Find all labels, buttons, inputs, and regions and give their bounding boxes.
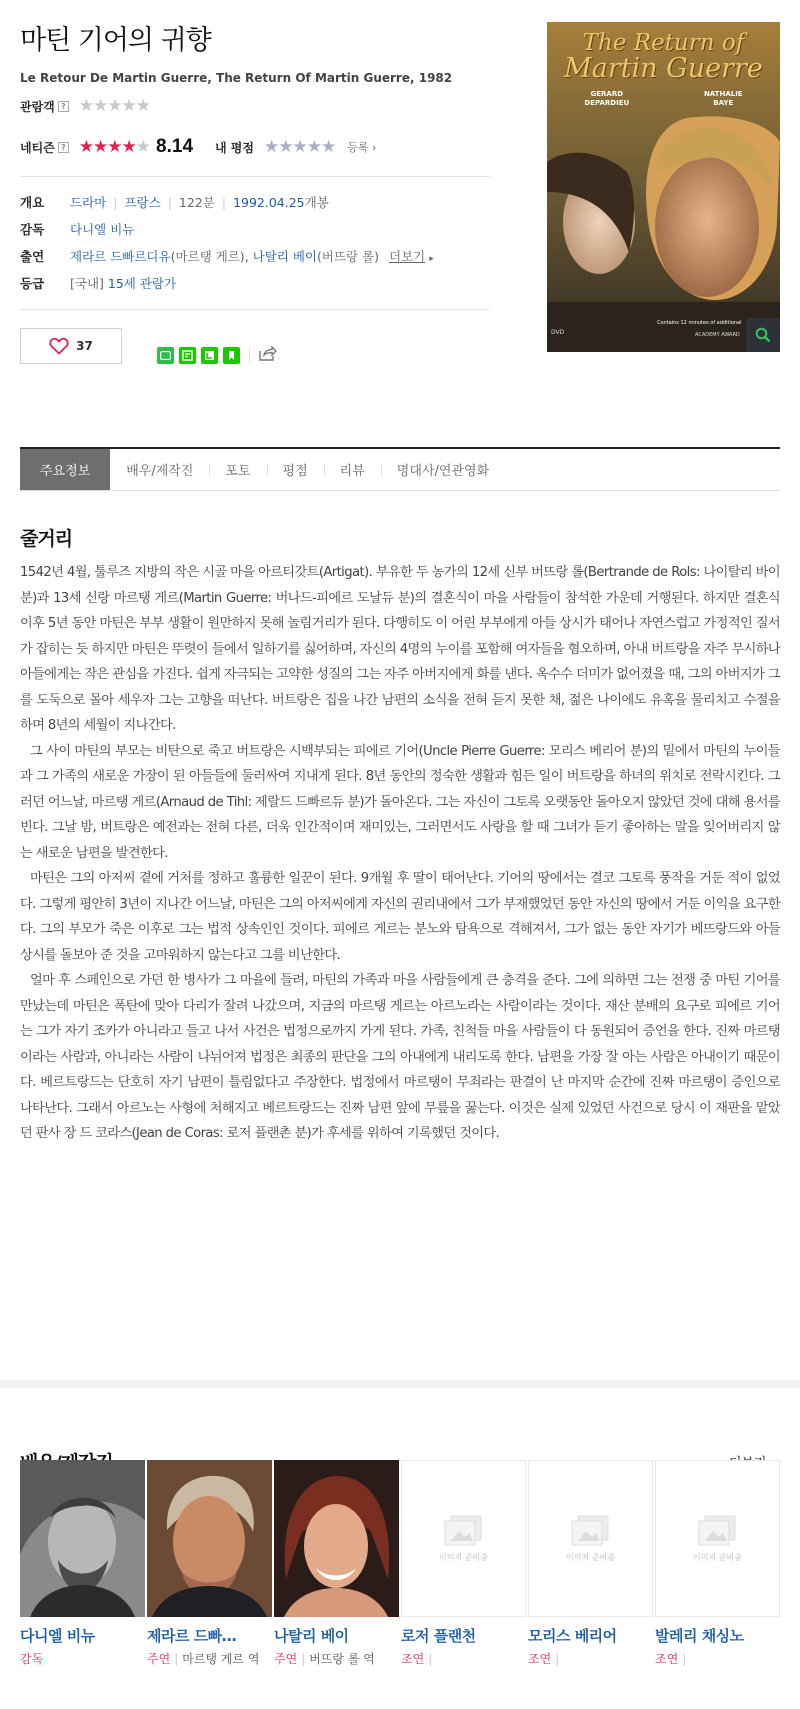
- grade-link[interactable]: 15세 관람가: [107, 275, 177, 291]
- character-name: 버뜨랑 롤 역: [309, 1652, 375, 1666]
- netizen-label: 네티즌: [20, 140, 55, 155]
- poster-credit: GERARD: [590, 90, 624, 98]
- separator: [249, 348, 250, 363]
- release-suffix: 개봉: [304, 194, 329, 210]
- synopsis-paragraph: 마틴은 그의 아저씨 곁에 거처를 정하고 훌륭한 일꾼이 된다. 9개월 후 딸이 태어난다. 기어의 땅에서는 결코 그토록 풍작을 거둔 적이 없었다. 그렇게 평안히 3년이 지나간 어느날, 마틴은 그의 아저씨에게 자신의 권리내에서 그가 부재했었던 동안 자신의 땅에서 거둔 이익을 요구한다. 그의 부모가 죽은 이후로 그는 법적 상속인인 것이다. 피에르 게르는 분노와 탐욕으로 격해져서, 그가 없는 동안 자기가 베뜨랑드와 아들 상시를 돌보아 준 것을 고마워하지 않는다고 그를 비난한다.: [20, 871, 780, 963]
- overview-values: 드라마 | 프랑스 | 122분 | 1992.04.25개봉: [70, 194, 329, 210]
- image-placeholder-icon: [570, 1515, 612, 1547]
- grade-key: 등급: [20, 275, 45, 291]
- image-placeholder-icon: [697, 1515, 739, 1547]
- poster-title: [547, 30, 780, 82]
- no-image-text: 이미지 준비중: [439, 1552, 488, 1562]
- svg-text:Contains 12 minutes of additio: Contains 12 minutes of additional: [657, 320, 742, 326]
- role-type: 조연: [528, 1652, 552, 1666]
- netizen-rating-row: [20, 136, 376, 158]
- line-share-icon[interactable]: [179, 347, 196, 364]
- bookmark-share-icon[interactable]: [223, 347, 240, 364]
- movie-title: 마틴 기어의 귀향: [20, 25, 211, 56]
- original-title: Le Retour De Martin Guerre, The Return Of Martin Guerre, 1982: [20, 71, 453, 85]
- actor-role: (마르탱 게르): [170, 248, 245, 264]
- person-role: 주연 | 버뜨랑 롤 역: [274, 1652, 375, 1666]
- portrait-image: [274, 1460, 399, 1617]
- no-image-placeholder: [529, 1461, 652, 1616]
- my-rating-stars[interactable]: [264, 137, 335, 157]
- star-icon: ★: [78, 96, 94, 116]
- person-name[interactable]: 로저 플랜천: [401, 1627, 476, 1645]
- synopsis-heading: 줄거리: [20, 528, 73, 550]
- star-icon[interactable]: ★: [263, 137, 279, 157]
- heart-icon: [49, 337, 69, 355]
- tab-review[interactable]: 리뷰: [324, 449, 381, 490]
- genre-link[interactable]: 드라마: [70, 194, 107, 210]
- poster-title-line: Martin Guerre: [564, 53, 763, 84]
- poster-title-line: The Return of: [582, 30, 745, 56]
- cast-card[interactable]: [401, 1460, 526, 1669]
- cast-card[interactable]: [147, 1460, 272, 1669]
- svg-text:ACADEMY AWARD: ACADEMY AWARD: [695, 332, 740, 338]
- person-photo[interactable]: [528, 1460, 653, 1617]
- cast-card[interactable]: [20, 1460, 145, 1669]
- my-rating-label: 내 평점: [215, 140, 254, 155]
- director-key: 감독: [20, 221, 45, 237]
- star-icon[interactable]: ★: [320, 137, 336, 157]
- cast-row: [20, 242, 510, 269]
- person-role: [20, 1649, 145, 1669]
- cast-card[interactable]: [655, 1460, 780, 1669]
- help-icon[interactable]: ?: [58, 142, 69, 153]
- portrait-image: [20, 1460, 145, 1617]
- tab-rating[interactable]: 평점: [267, 449, 324, 490]
- person-name[interactable]: 나탈리 베이: [274, 1627, 349, 1645]
- svg-text:DVD: DVD: [551, 329, 565, 336]
- section-separator: [0, 1380, 800, 1388]
- star-icon: ★: [121, 137, 136, 157]
- like-count: 37: [76, 339, 93, 353]
- synopsis-paragraph: 얼마 후 스페인으로 가던 한 병사가 그 마을에 들려, 마틴의 가족과 마을 사람들에게 큰 충격을 준다. 그에 의하면 그는 전쟁 중 마틴 기어를 만났는데 마틴은 폭탄에 맞아 다리가 잘려 나갔으며, 지금의 마르탱 게르는 아르노라는 사람이라는 것이다. 재산 분배의 요구로 피에르 기어는 그가 자기 조카가 아니라고 들고 나서 사건은 법정으로까지 가게 된다. 가족, 친척들 마을 사람들이 다 동원되어 증언을 한다. 진짜 마르탱이라는 사람과, 아니라는 사람이 나뉘어져 법정은 최종의 판단을 그의 아내에게 내리도록 한다. 남편을 가장 잘 아는 사람은 아내이기 때문이다. 베르트랑드는 단호히 자기 남편이 틀림없다고 주장한다. 법정에서 마르탱이 무죄라는 판결이 난 마지막 순간에 진짜 마르탱이 증인으로 나타난다. 그래서 아르노는 사형에 처해지고 베르트랑드는 진짜 남편 앞에 무릎을 꿇는다. 이것은 실제 있었던 사건으로 당시 이 재판을 맡았던 판사 장 드 코라스(Jean de Coras: 로저 플랜촌 분)가 후세를 위하여 기록했던 것이다.: [20, 973, 780, 1141]
- help-icon[interactable]: ?: [58, 101, 69, 112]
- star-icon: ★: [93, 137, 108, 157]
- person-photo[interactable]: [147, 1460, 272, 1617]
- star-icon: ★: [107, 96, 122, 116]
- release-date-link[interactable]: 1992.04.25: [233, 194, 305, 210]
- divider: [20, 309, 490, 310]
- cast-card[interactable]: [274, 1460, 399, 1669]
- star-icon: ★: [135, 96, 151, 116]
- role-type: 감독: [20, 1652, 44, 1666]
- role-type: 조연: [401, 1652, 425, 1666]
- person-role: 조연 |: [401, 1652, 433, 1666]
- tab-bar: [20, 447, 780, 491]
- person-name[interactable]: 모리스 베리어: [528, 1627, 617, 1645]
- magnifier-icon: [755, 327, 771, 343]
- netizen-score: 8.14: [156, 136, 194, 157]
- no-image-placeholder: [402, 1461, 525, 1616]
- star-icon[interactable]: ★: [306, 137, 321, 157]
- cast-key: 출연: [20, 248, 45, 264]
- person-photo[interactable]: [20, 1460, 145, 1617]
- star-icon: ★: [135, 137, 151, 157]
- tab-main-info[interactable]: 주요정보: [20, 449, 110, 490]
- actor-role: (버뜨랑 롤): [317, 248, 380, 264]
- actor-link[interactable]: 나탈리 베이: [252, 248, 317, 264]
- tab-photo[interactable]: 포토: [209, 449, 266, 490]
- movie-header: [20, 18, 540, 85]
- star-icon: ★: [93, 96, 108, 116]
- poster-credits: [547, 90, 780, 108]
- cast-card[interactable]: [528, 1460, 653, 1669]
- person-photo[interactable]: [401, 1460, 526, 1617]
- poster-credit: NATHALIE: [703, 90, 743, 98]
- director-row: [20, 215, 510, 242]
- grade-region: [국내]: [70, 275, 104, 291]
- chevron-right-icon: ▸: [429, 253, 434, 264]
- audience-label: 관람객: [20, 99, 55, 114]
- grade-row: [20, 269, 510, 296]
- cast-more-link[interactable]: 더보기: [389, 248, 426, 264]
- portrait-image: [147, 1460, 272, 1617]
- star-icon[interactable]: ★: [292, 137, 307, 157]
- zoom-button[interactable]: [746, 318, 780, 352]
- country-link[interactable]: 프랑스: [124, 194, 161, 210]
- tab-quotes-related[interactable]: 명대사/연관영화: [381, 449, 505, 490]
- star-icon[interactable]: ★: [278, 137, 293, 157]
- divider: [20, 176, 490, 177]
- person-name[interactable]: 제라르 드빠…: [147, 1627, 237, 1645]
- register-rating-link[interactable]: 등록 ›: [347, 141, 377, 154]
- netizen-stars: [79, 137, 150, 157]
- share-icon[interactable]: [259, 345, 277, 365]
- poster-credit: DEPARDIEU: [584, 99, 630, 107]
- audience-stars: [79, 96, 150, 116]
- person-name[interactable]: 발레리 채싱노: [655, 1627, 744, 1645]
- star-icon: ★: [107, 137, 122, 157]
- audience-rating-row: [20, 96, 150, 116]
- person-photo[interactable]: [274, 1460, 399, 1617]
- no-image-placeholder: [656, 1461, 779, 1616]
- blog-share-icon[interactable]: [201, 347, 218, 364]
- synopsis-paragraph: 1542년 4월, 툴루즈 지방의 작은 시골 마을 아르티갓트(Artigat). 부유한 두 농가의 12세 신부 버뜨랑 롤(Bertrande de Rols: 나이탈리 바이 분)과 13세 신랑 마르탱 게르(Martin Guerre: 버나드-피에르 도날듀 분)의 결혼식이 마을 사람들이 참석한 가운데 거행된다. 하지만 결혼식 이후 5년 동안 마틴은 부부 생활이 원만하지 못해 놀림거리가 된다. 다행히도 이 어린 부부에게 아들 상시가 태어나 자연스럽고 가정적인 질서가 잡히는 듯 하지만 마틴은 뚜렷이 들에서 일하기를 싫어하며, 자신의 4명의 누이를 포함해 여자들을 혐오하며, 아내 버트랑을 자주 무시하나 아들에게는 작은 관심을 가진다. 쉽게 자극되는 고약한 성질의 그는 자주 아버지에게 화를 낸다. 옥수수 더미가 없어졌을 때, 그의 아버지가 그를 도둑으로 몰아 세우자 그는 고향을 떠난다. 버트랑은 집을 나간 남편의 소식을 전혀 듣지 못한 채, 젊은 나이에도 유혹을 물리치고 수절을 하며 8년의 세월이 지나간다.: [20, 565, 780, 733]
- band-share-icon[interactable]: [157, 347, 174, 364]
- cast-list: [20, 1460, 780, 1669]
- register-label[interactable]: 등록: [347, 141, 369, 154]
- overview-row: [20, 188, 510, 215]
- director-link[interactable]: 다니엘 비뉴: [70, 221, 135, 237]
- synopsis-paragraph: 그 사이 마틴의 부모는 비탄으로 죽고 버트랑은 시백부되는 피에르 기어(Uncle Pierre Guerre: 모리스 베리어 분)의 밑에서 마틴의 누이들과 그 가족의 새로운 가장이 된 아들들에 둘러싸여 지내게 된다. 8년 동안의 정숙한 생활과 힘든 일이 버트랑을 하녀의 위치로 전락시킨다. 그러던 어느날, 마르탱 게르(Arnaud de Tihl: 제랄드 드빠르듀 분)가 돌아온다. 그는 자신이 그토록 오랫동안 돌아오지 않았던 것에 대해 용서를 빈다. 그날 밤, 버트랑은 예전과는 전혀 다른, 더욱 인간적이며 재미있는, 그러면서도 사랑을 할 때 그녀가 듣기 좋아하는 말을 잊어버리지 않는 새로운 남편을 발견한다.: [20, 743, 780, 861]
- movie-info: [20, 188, 510, 296]
- actor-link[interactable]: 제라르 드빠르디유: [70, 248, 171, 264]
- image-placeholder-icon: [443, 1515, 485, 1547]
- overview-key: 개요: [20, 194, 45, 210]
- role-type: 주연: [274, 1652, 298, 1666]
- star-icon: ★: [78, 137, 94, 157]
- movie-poster[interactable]: [547, 22, 780, 352]
- person-role: 주연 | 마르탱 게르 역: [147, 1652, 260, 1666]
- role-type: 주연: [147, 1652, 171, 1666]
- cast-values: 제라르 드빠르디유(마르탱 게르), 나탈리 베이(버뜨랑 롤) 더보기 ▸: [70, 248, 434, 264]
- no-image-text: 이미지 준비중: [693, 1552, 742, 1562]
- runtime: 122분: [178, 194, 215, 210]
- synopsis-body: [20, 560, 780, 1147]
- netizen-label-wrap: [20, 139, 69, 156]
- like-button[interactable]: [20, 328, 122, 364]
- person-role: 조연 |: [655, 1652, 687, 1666]
- share-icons: [157, 345, 277, 365]
- tab-cast-crew[interactable]: 배우/제작진: [126, 464, 194, 479]
- no-image-text: 이미지 준비중: [566, 1552, 615, 1562]
- person-role: 조연 |: [528, 1652, 560, 1666]
- character-name: 마르탱 게르 역: [182, 1652, 260, 1666]
- person-name[interactable]: 다니엘 비뉴: [20, 1627, 95, 1645]
- poster-credit: BAYE: [713, 99, 734, 107]
- role-type: 조연: [655, 1652, 679, 1666]
- audience-label-wrap: [20, 98, 69, 115]
- person-photo[interactable]: [655, 1460, 780, 1617]
- star-icon: ★: [121, 96, 136, 116]
